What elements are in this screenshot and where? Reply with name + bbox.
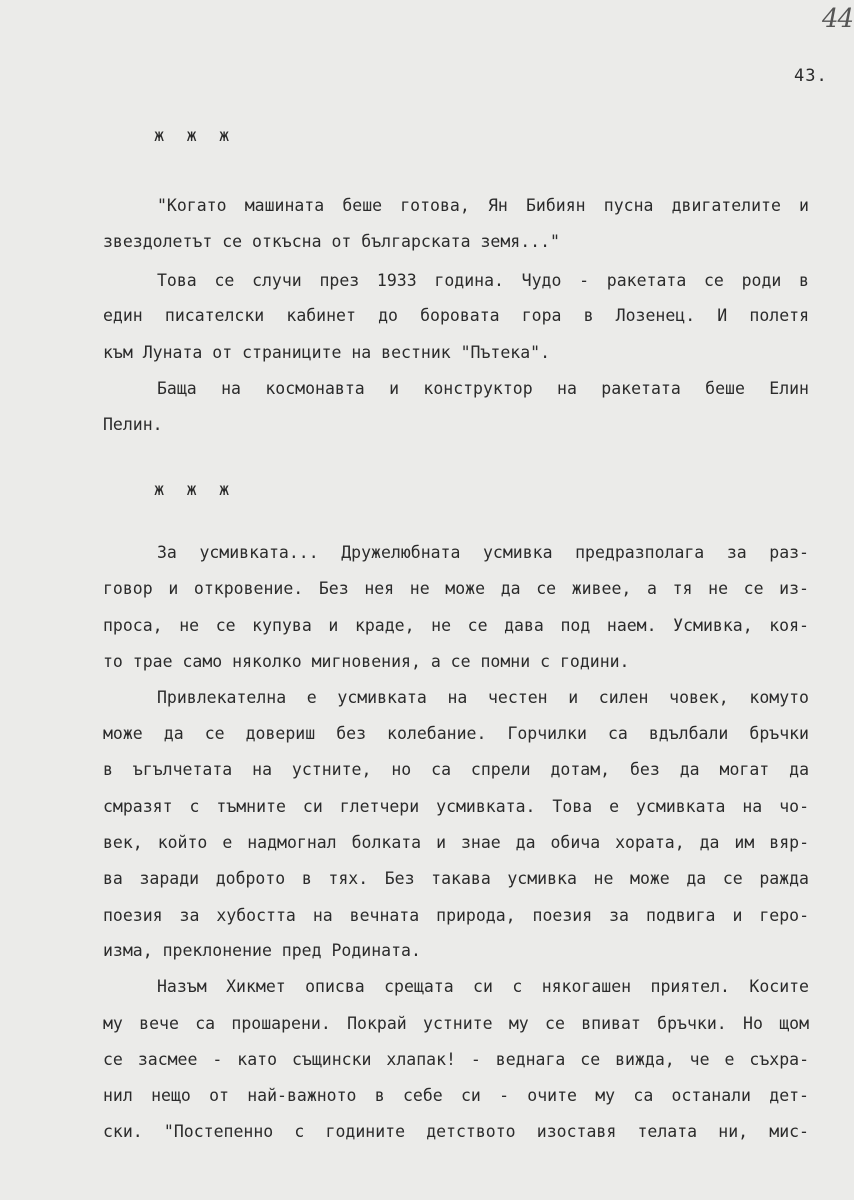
section-separator: ж ж ж [154,126,236,146]
text-line: се засмее - като същински хлапак! - веднага се вижда, че е съхра- [103,1050,809,1069]
text-line: говор и откровение. Без нея не може да се живее, а тя не се из- [103,579,809,598]
text-line: "Когато машината беше готова, Ян Бибиян пусна двигателите и [157,196,809,215]
text-line: ва заради доброто в тях. Без такава усмивка не може да се ражда [103,869,809,888]
text-line: му вече са прошарени. Покрай устните му се впиват бръчки. Но щом [103,1014,809,1033]
text-line: век, който е надмогнал болката и знае да обича хората, да им вяр- [103,833,809,852]
text-line: в ъгълчетата на устните, но са спрели дотам, без да могат да [103,760,809,779]
text-line: проса, не се купува и краде, не се дава под наем. Усмивка, коя- [103,616,809,635]
section-separator: ж ж ж [154,480,236,500]
text-line: Назъм Хикмет описва срещата си с някогашен приятел. Косите [157,977,809,996]
text-line: поезия за хубостта на вечната природа, поезия за подвига и геро- [103,906,809,925]
text-line: изма, преклонение пред Родината. [103,941,421,960]
text-line: нил нещо от най-важното в себе си - очите му са останали дет- [103,1086,809,1105]
text-line: смразят с тъмните си глетчери усмивката. Това е усмивката на чо- [103,797,809,816]
text-line: звездолетът се откъсна от българската земя..." [103,232,560,251]
text-line: към Луната от страниците на вестник "Пътека". [103,343,551,362]
handwritten-page-number: 44 [822,4,854,34]
page-number: 43. [794,66,828,86]
text-line: За усмивката... Дружелюбната усмивка предразполага за раз- [157,543,809,562]
text-line: може да се довериш без колебание. Горчилки са вдълбали бръчки [103,724,809,743]
text-line: ски. "Постепенно с годините детството изоставя телата ни, мис- [103,1122,809,1141]
text-line: един писателски кабинет до боровата гора в Лозенец. И полетя [103,306,809,325]
text-line: Баща на космонавта и конструктор на ракетата беше Елин [157,379,809,398]
text-line: Пелин. [103,415,163,434]
text-line: то трае само няколко мигновения, а се помни с години. [103,652,630,671]
text-line: Това се случи през 1933 година. Чудо - ракетата се роди в [157,271,809,290]
text-line: Привлекателна е усмивката на честен и силен човек, комуто [157,688,809,707]
